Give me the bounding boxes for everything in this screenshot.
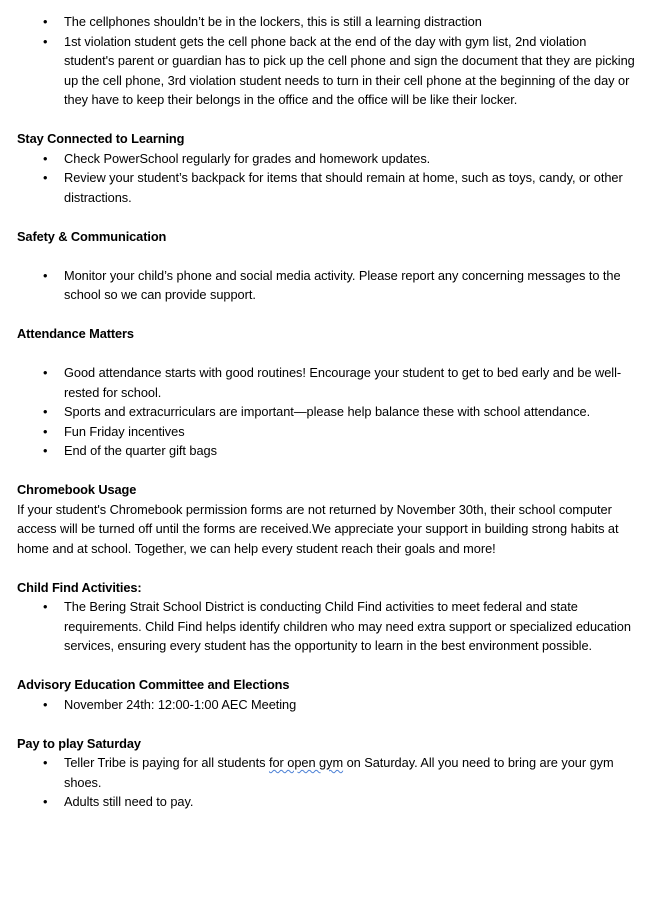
section-pay-to-play-saturday: [17, 714, 636, 812]
section-advisory-education-committee-and-elections: [17, 656, 636, 715]
bullet-text-run: on Saturday. All you need to bring are your gym shoes.: [64, 755, 614, 790]
section-heading-stay-connected-to-learning: Stay Connected to Learning: [17, 131, 185, 146]
document-sections: [17, 12, 636, 812]
section-heading-child-find-activities: Child Find Activities:: [17, 579, 142, 595]
bullet-item: • Sports and extracurriculars are important—please help balance these with school attendance.: [17, 402, 636, 422]
bullet-item: • Good attendance starts with good routines! Encourage your student to get to bed early and be well-rested for school.: [17, 363, 636, 402]
section-spacer: [17, 558, 636, 578]
bullet-item: • 1st violation student gets the cell phone back at the end of the day with gym list, 2nd violation student's parent or guardian has to pick up the cell phone and sign the document that they are picking up the cell phone, 3rd violation student needs to turn in their cell phone at the beginning of the day or they have to keep their belongs in the office and the office will be like their locker.: [17, 32, 636, 110]
bullet-item: • Adults still need to pay.: [17, 792, 636, 812]
bullet-list: [17, 597, 636, 656]
bullet-list: [17, 695, 636, 715]
section-heading-advisory-education-committee-and-elections: Advisory Education Committee and Elections: [17, 677, 290, 692]
section-spacer: [17, 714, 636, 734]
heading-spacer: [17, 344, 636, 364]
bullet-item: • Check PowerSchool regularly for grades and homework updates.: [17, 149, 636, 169]
bullet-list: [17, 149, 636, 208]
section-spacer: [17, 656, 636, 676]
bullet-list: [17, 363, 636, 461]
heading-spacer: [17, 246, 636, 266]
bullet-item: • Review your student’s backpack for items that should remain at home, such as toys, candy, or other distractions.: [17, 168, 636, 207]
bullet-item: • Monitor your child’s phone and social media activity. Please report any concerning messages to the school so we can provide support.: [17, 266, 636, 305]
bullet-text-run: Teller Tribe is paying for all students: [64, 755, 269, 770]
bullet-item: [17, 753, 636, 792]
bullet-item: • Fun Friday incentives: [17, 422, 636, 442]
document-body: [0, 12, 664, 812]
bullet-item: • End of the quarter gift bags: [17, 441, 636, 461]
section-spacer: [17, 305, 636, 325]
section-chromebook-usage: [17, 461, 636, 559]
section-heading-chromebook-usage: Chromebook Usage: [17, 482, 137, 497]
bullet-item: • The Bering Strait School District is conducting Child Find activities to meet federal and state requirements. Child Find helps identify children who may need extra support or specialized education services, ensuring every student has the opportunity to learn in the best environment possible.: [17, 597, 636, 656]
section-heading-attendance-matters: Attendance Matters: [17, 326, 134, 341]
bullet-item: • The cellphones shouldn’t be in the lockers, this is still a learning distraction: [17, 12, 636, 32]
section-heading-safety-and-communication: Safety & Communication: [17, 228, 167, 244]
spellcheck-flagged-text: for open gym: [268, 755, 344, 770]
section-spacer: [17, 461, 636, 481]
section-cellphone-policy: [17, 12, 636, 110]
section-attendance-matters: [17, 305, 636, 461]
bullet-list: [17, 753, 636, 812]
bullet-list: [17, 12, 636, 110]
section-safety-and-communication: [17, 207, 636, 305]
section-child-find-activities: [17, 558, 636, 656]
bullet-item: • November 24th: 12:00-1:00 AEC Meeting: [17, 695, 636, 715]
section-heading-pay-to-play-saturday: Pay to play Saturday: [17, 735, 141, 751]
section-spacer: [17, 207, 636, 227]
section-stay-connected-to-learning: [17, 110, 636, 208]
paragraph: If your student's Chromebook permission forms are not returned by November 30th, their school computer access will be turned off until the forms are received.We appreciate your support in building strong habits at home and at school. Together, we can help every student reach their goals and more!: [17, 501, 619, 556]
bullet-list: [17, 266, 636, 305]
section-spacer: [17, 110, 636, 130]
